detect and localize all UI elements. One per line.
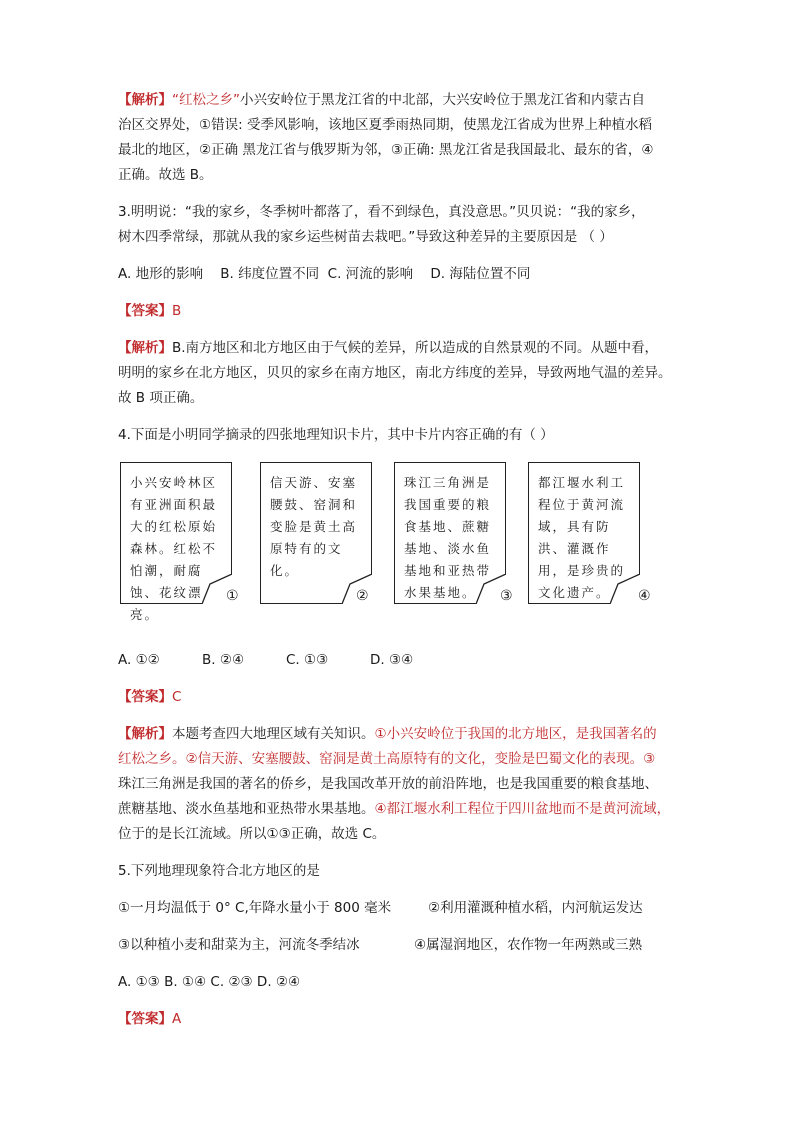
analysis-text: 蔗糖基地、淡水鱼基地和亚热带水果基地。	[118, 801, 375, 817]
option-c: C. ①③	[286, 652, 329, 668]
q2-analysis	[118, 88, 678, 188]
card-number-2: ②	[356, 588, 369, 604]
q3-stem-line-1: 3.明明说：“我的家乡，冬季树叶都落了，看不到绿色，真没意思。”贝贝说：“我的家乡，	[118, 204, 645, 220]
q5-answer	[118, 1007, 678, 1032]
q5-items-row-1	[118, 896, 678, 921]
knowledge-card-1	[120, 462, 232, 622]
q4-answer	[118, 685, 678, 710]
highlight-text: ④都江堰水利工程位于四川盆地而不是黄河流域，	[374, 801, 671, 817]
q4-analysis-line-5: 位于的是长江流域。所以①③正确，故选 C。	[118, 826, 386, 842]
analysis-tag: 【解析】	[118, 340, 172, 356]
card-text: 珠江三角洲是我国重要的粮食基地、蔗糖基地、淡水鱼基地和亚热带水果基地。	[404, 475, 492, 600]
knowledge-card-4	[528, 462, 640, 604]
highlight-text: ②信天游、安塞腰鼓、窑洞是黄土高原特有的文化，变脸是巴蜀文化的表现。③	[185, 751, 656, 767]
q3-stem	[118, 200, 678, 250]
card-number-1: ①	[226, 588, 239, 604]
q5-options: A. ①③ B. ①④ C. ②③ D. ②④	[118, 974, 301, 990]
analysis-tag: 【解析】	[118, 726, 172, 742]
answer-tag: 【答案】	[118, 303, 172, 319]
answer-value: B	[172, 303, 182, 319]
card-text: 信天游、安塞腰鼓、窑洞和变脸是黄土高原特有的文化。	[270, 475, 358, 578]
q3-analysis-line-2: 明明的家乡在北方地区，贝贝的家乡在南方地区，南北方纬度的差异，导致两地气温的差异。	[118, 365, 672, 381]
q5-item-1: ①一月均温低于 0° C,年降水量小于 800 毫米	[118, 900, 392, 916]
q2-analysis-line-3: 最北的地区，②正确 黑龙江省与俄罗斯为邻，③正确: 黑龙江省是我国最北、最东的省，④	[118, 142, 654, 158]
answer-tag: 【答案】	[118, 1011, 172, 1027]
highlight-text: ①小兴安岭位于我国的北方地区，是我国著名的	[374, 726, 657, 742]
q5-item-2: ②利用灌溉种植水稻，内河航运发达	[428, 900, 643, 916]
q4-options	[118, 648, 678, 673]
q5-item-3: ③以种植小麦和甜菜为主，河流冬季结冰	[118, 937, 360, 953]
highlight-text: 红松之乡。	[118, 751, 186, 767]
answer-value: C	[172, 689, 182, 705]
q2-analysis-line-2: 治区交界处，①错误: 受季风影响，该地区夏季雨热同期，使黑龙江省成为世界上种植水稻	[118, 117, 652, 133]
q3-options: A. 地形的影响 B. 纬度位置不同 C. 河流的影响 D. 海陆位置不同	[118, 266, 531, 282]
card-text: 都江堰水利工程位于黄河流域，具有防洪、灌溉作用，是珍贵的文化遗产。	[538, 475, 626, 600]
knowledge-cards	[118, 462, 678, 638]
knowledge-card-2	[260, 462, 372, 604]
q4-stem: 4.下面是小明同学摘录的四张地理知识卡片，其中卡片内容正确的有（ ）	[118, 427, 554, 443]
q4-analysis	[118, 722, 678, 847]
analysis-text: 本题考查四大地理区域有关知识。	[172, 726, 375, 742]
option-d: D. ③④	[370, 652, 414, 668]
highlight-text: “红松之乡”	[172, 92, 240, 108]
q4-analysis-line-4	[118, 797, 678, 822]
card-text: 小兴安岭林区有亚洲面积最大的红松原始森林。红松不怕潮，耐腐蚀、花纹漂亮。	[130, 475, 218, 622]
folded-corner-icon	[610, 574, 640, 604]
q4-analysis-line-1	[118, 722, 678, 747]
q2-analysis-line-4: 正确。故选 B。	[118, 167, 213, 183]
analysis-text: 小兴安岭位于黑龙江省的中北部，大兴安岭位于黑龙江省和内蒙古自	[240, 92, 645, 108]
q5-stem: 5.下列地理现象符合北方地区的是	[118, 863, 320, 879]
q3-stem-line-2: 树木四季常绿，那就从我的家乡运些树苗去栽吧。”导致这种差异的主要原因是 （ ）	[118, 229, 613, 245]
option-b: B. ②④	[202, 652, 245, 668]
q3-analysis-line-1	[118, 336, 678, 361]
q3-analysis	[118, 336, 678, 411]
analysis-tag: 【解析】	[118, 92, 172, 108]
q5-item-4: ④属湿润地区，农作物一年两熟或三熟	[414, 937, 643, 953]
q4-analysis-line-2	[118, 747, 678, 772]
q2-analysis-line-1	[118, 88, 678, 113]
card-number-3: ③	[500, 588, 513, 604]
option-a: A. ①②	[118, 652, 160, 668]
answer-value: A	[172, 1011, 182, 1027]
knowledge-card-3	[394, 462, 506, 604]
q4-analysis-line-3: 珠江三角洲是我国的著名的侨乡，是我国改革开放的前沿阵地，也是我国重要的粮食基地、	[118, 776, 658, 792]
q3-answer	[118, 299, 678, 324]
analysis-text: B.南方地区和北方地区由于气候的差异，所以造成的自然景观的不同。从题中看，	[172, 340, 659, 356]
card-number-4: ④	[638, 588, 651, 604]
answer-tag: 【答案】	[118, 689, 172, 705]
q5-items-row-2	[118, 933, 678, 958]
document-page	[118, 88, 678, 1041]
q3-analysis-line-3: 故 B 项正确。	[118, 390, 204, 406]
